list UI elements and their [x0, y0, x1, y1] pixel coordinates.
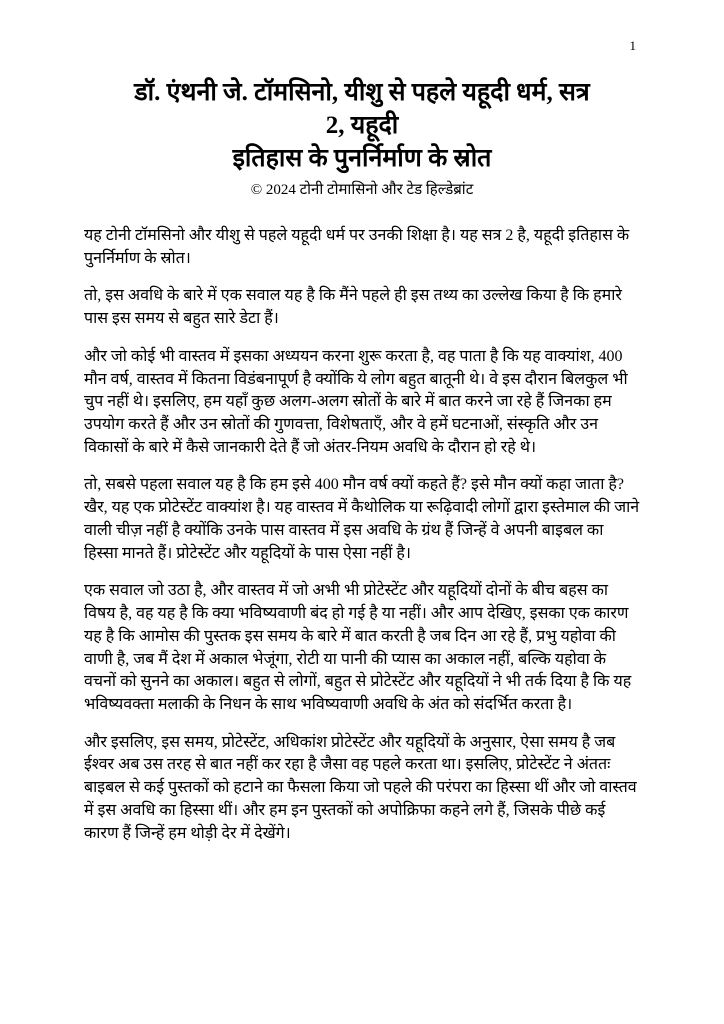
document-title-line-2: 2, यहूदी — [325, 112, 399, 139]
document-title-line-3: इतिहास के पुनर्निर्माण के स्रोत — [232, 145, 492, 172]
paragraph: यह टोनी टॉमसिनो और यीशु से पहले यहूदी धर्म पर उनकी शिक्षा है। यह सत्र 2 है, यहूदी इतिहास के पुनर्निर्माण के स्रोत। — [84, 227, 630, 267]
paragraph: तो, इस अवधि के बारे में एक सवाल यह है कि मैंने पहले ही इस तथ्य का उल्लेख किया है कि हमारे पास इस समय से बहुत सारे डेटा हैं। — [84, 287, 622, 328]
document-title — [84, 76, 640, 175]
copyright-line: © 2024 टोनी टोमासिनो और टेड हिल्डेब्रांट — [250, 182, 474, 198]
document-body — [84, 225, 640, 845]
paragraph: और जो कोई भी वास्तव में इसका अध्ययन करना शुरू करता है, वह पाता है कि यह वाक्यांश, 400 मौन वर्ष, वास्तव में कितना विडंबनापूर्ण है क्योंकि ये लोग बहुत बातूनी थे। वे इस दौरान बिलकुल भी चुप नहीं थे। इसलिए, हम यहाँ कुछ अलग-अलग स्रोतों के बारे में बात करने जा रहे हैं जिनका हम उपयोग करते हैं और उन स्रोतों की गुणवत्ता, विशेषताएँ, और वे हमें घटनाओं, संस्कृति और उन विकासों के बारे में कैसे जानकारी देते हैं जो अंतर-नियम अवधि के दौरान हो रहे थे। — [84, 347, 628, 456]
document-title-line-1: डॉ. एंथनी जे. टॉमसिनो, यीशु से पहले यहूदी धर्म, सत्र — [134, 79, 590, 106]
paragraph: और इसलिए, इस समय, प्रोटेस्टेंट, अधिकांश प्रोटेस्टेंट और यहूदियों के अनुसार, ऐसा समय है जब ईश्वर अब उस तरह से बात नहीं कर रहा है जैसा वह पहले करता था। इसलिए, प्रोटेस्टेंट ने अंततः बाइबल से कई पुस्तकों को हटाने का फैसला किया जो पहले की परंपरा का हिस्सा थीं और जो वास्तव में इस अवधि का हिस्सा थीं। और हम इन पुस्तकों को अपोक्रिफा कहने लगे हैं, जिसके पीछे कई कारण हैं जिन्हें हम थोड़ी देर में देखेंगे। — [84, 733, 637, 842]
paragraph: तो, सबसे पहला सवाल यह है कि हम इसे 400 मौन वर्ष क्यों कहते हैं? इसे मौन क्यों कहा जाता है? खैर, यह एक प्रोटेस्टेंट वाक्यांश है। यह वास्तव में कैथोलिक या रूढ़िवादी लोगों द्वारा इस्तेमाल की जाने वाली चीज़ नहीं है क्योंकि उनके पास वास्तव में इस अवधि के ग्रंथ हैं जिन्हें वे अपनी बाइबल का हिस्सा मानते हैं। प्रोटेस्टेंट और यहूदियों के पास ऐसा नहीं है। — [84, 476, 640, 562]
paragraph: एक सवाल जो उठा है, और वास्तव में जो अभी भी प्रोटेस्टेंट और यहूदियों दोनों के बीच बहस का विषय है, वह यह है कि क्या भविष्यवाणी बंद हो गई है या नहीं। और आप देखिए, इसका एक कारण यह है कि आमोस की पुस्तक इस समय के बारे में बात करती है जब दिन आ रहे हैं, प्रभु यहोवा की वाणी है, जब मैं देश में अकाल भेजूंगा, रोटी या पानी की प्यास का अकाल नहीं, बल्कि यहोवा के वचनों को सुनने का अकाल। बहुत से लोगों, बहुत से प्रोटेस्टेंट और यहूदियों ने भी तर्क दिया है कि यह भविष्यवक्ता मलाकी के निधन के साथ भविष्यवाणी अवधि के अंत को संदर्भित करता है। — [84, 582, 632, 713]
page-number: 1 — [629, 38, 636, 53]
